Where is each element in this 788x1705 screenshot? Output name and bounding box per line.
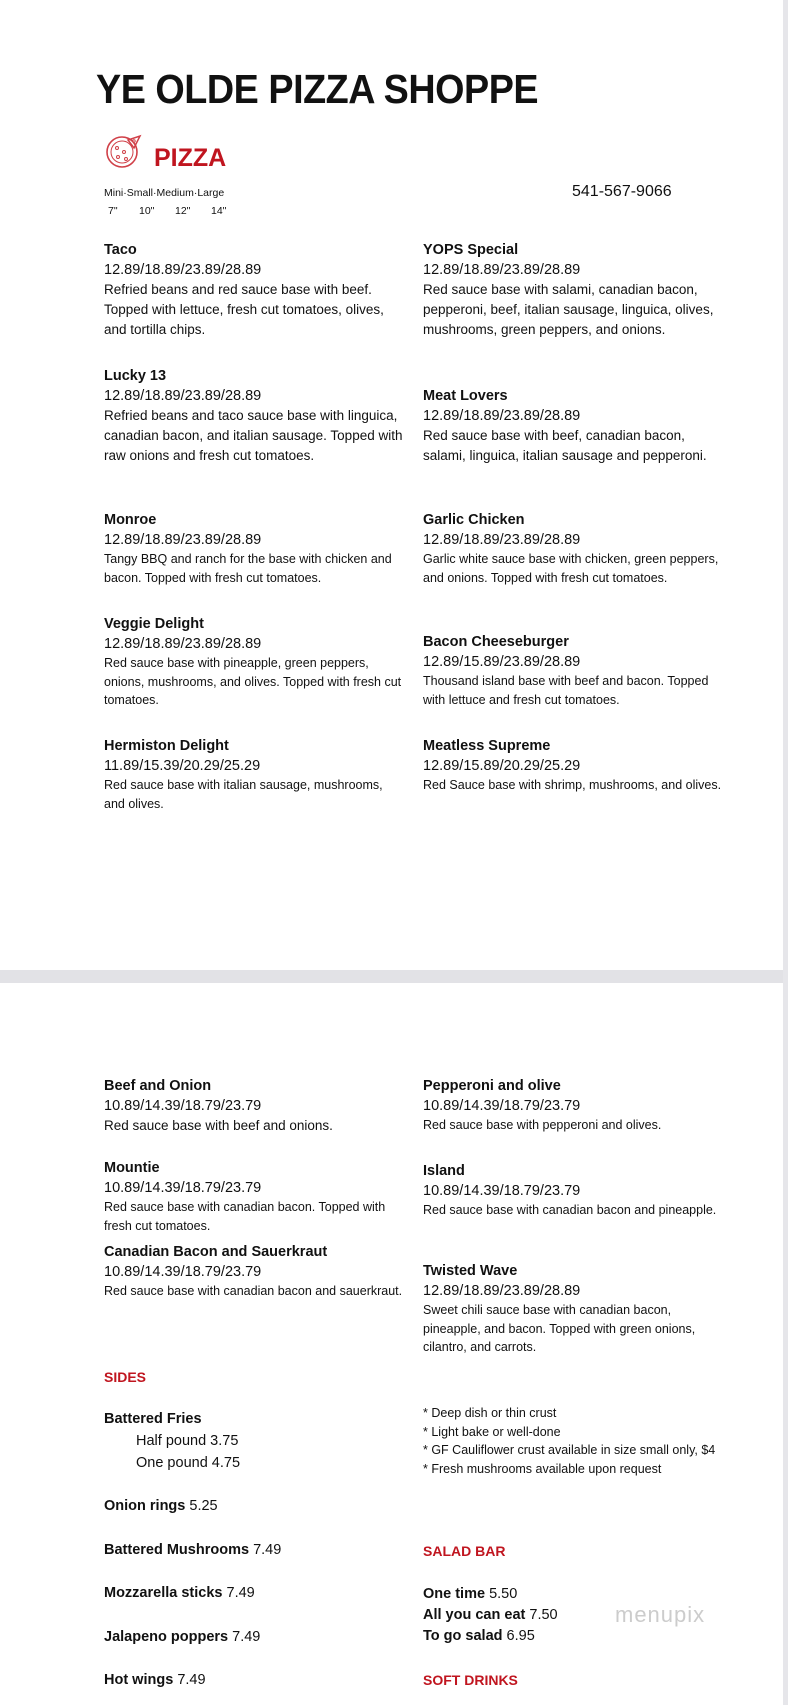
side-item [104,1585,255,1601]
item-name: Beef and Onion [104,1078,212,1094]
item-description: Tangy BBQ and ranch for the base with chicken and bacon. Topped with fresh cut tomatoes. [104,552,392,585]
item-price: 12.89/18.89/23.89/28.89 [104,262,262,278]
menu-item [423,510,723,587]
menu-item [104,736,404,813]
side-name: Hot wings [104,1672,174,1688]
sides-heading: SIDES [104,1369,147,1385]
side-item [104,1629,260,1645]
side-item [104,1498,218,1514]
salad-name: All you can eat [423,1607,526,1623]
salad-price: 6.95 [506,1628,535,1644]
item-description: Red sauce base with pineapple, green peppers, onions, mushrooms, and olives. Topped with fresh cut tomatoes. [104,656,402,707]
item-description: Red sauce base with beef, canadian bacon, salami, linguica, italian sausage and pepperoni. [423,428,707,463]
item-description: Refried beans and red sauce base with beef. Topped with lettuce, fresh cut tomatoes, olives, and tortilla chips. [104,282,384,337]
side-item [104,1672,206,1688]
item-description: Refried beans and taco sauce base with linguica, canadian bacon, and italian sausage. Topped with raw onions and fresh cut tomatoes. [104,408,403,463]
pizza-heading: PIZZA [154,144,227,172]
menu-item [104,366,404,466]
item-description: Red sauce base with italian sausage, mushrooms, and olives. [104,778,383,811]
item-price: 12.89/18.89/23.89/28.89 [423,1283,581,1299]
sizes-label: Mini·Small·Medium·Large [104,187,225,199]
menu-item [423,1076,723,1135]
side-name: Battered Mushrooms [104,1542,250,1558]
pizza-icon [104,130,144,170]
item-price: 10.89/14.39/18.79/23.79 [104,1264,262,1280]
item-name: Lucky 13 [104,368,167,384]
item-price: 12.89/15.89/20.29/25.29 [423,758,581,774]
item-price: 10.89/14.39/18.79/23.79 [104,1098,262,1114]
salad-item [423,1628,535,1644]
item-price: 12.89/18.89/23.89/28.89 [104,388,262,404]
item-price: 12.89/15.89/23.89/28.89 [423,654,581,670]
size-large: 14" [211,205,227,217]
menu-item [104,1158,404,1235]
menu-item [104,1242,404,1301]
item-description: Red sauce base with pepperoni and olives. [423,1118,662,1132]
size-small: 10" [139,205,155,217]
size-medium: 12" [175,205,191,217]
fries-name: Battered Fries [104,1411,202,1427]
size-mini: 7" [108,205,118,217]
side-name: Mozzarella sticks [104,1585,223,1601]
item-name: Mountie [104,1160,160,1176]
menu-item [104,240,404,340]
item-name: Pepperoni and olive [423,1078,561,1094]
watermark: menupix [615,1602,706,1627]
menu-item [423,736,723,795]
restaurant-title: YE OLDE PIZZA SHOPPE [96,66,539,112]
menu-item [104,1076,404,1136]
item-price: 12.89/18.89/23.89/28.89 [423,262,581,278]
item-description: Red sauce base with salami, canadian bacon, pepperoni, beef, italian sausage, linguica, olives, mushrooms, green peppers, and onions. [423,282,714,337]
side-price: 7.49 [226,1585,255,1601]
menu-item [423,386,723,466]
item-price: 12.89/18.89/23.89/28.89 [423,532,581,548]
item-name: Meatless Supreme [423,738,551,754]
scrollbar-track [783,0,788,1705]
pizza-notes [423,1404,723,1478]
side-item [104,1542,281,1558]
item-name: Canadian Bacon and Sauerkraut [104,1244,328,1260]
item-price: 11.89/15.39/20.29/25.29 [104,758,261,774]
salad-item [423,1586,517,1602]
soft-drinks-heading: SOFT DRINKS [423,1672,518,1688]
item-name: Meat Lovers [423,388,508,404]
salad-item [423,1607,558,1623]
item-price: 10.89/14.39/18.79/23.79 [423,1183,581,1199]
item-price: 12.89/18.89/23.89/28.89 [104,636,262,652]
item-description: Garlic white sauce base with chicken, green peppers, and onions. Topped with fresh cut tomatoes. [423,552,719,585]
salad-bar-heading: SALAD BAR [423,1543,506,1559]
menu-item [104,614,404,710]
item-description: Red sauce base with canadian bacon. Topped with fresh cut tomatoes. [104,1200,386,1233]
side-price: 7.49 [177,1672,206,1688]
item-description: Red sauce base with canadian bacon and pineapple. [423,1203,717,1217]
item-name: Taco [104,242,137,258]
item-price: 12.89/18.89/23.89/28.89 [423,408,581,424]
item-description: Thousand island base with beef and bacon. Topped with lettuce and fresh cut tomatoes. [423,674,709,707]
note: * Deep dish or thin crust [423,1406,557,1420]
item-name: Island [423,1163,465,1179]
item-price: 10.89/14.39/18.79/23.79 [423,1098,581,1114]
salad-name: One time [423,1586,486,1602]
salad-price: 5.50 [489,1586,518,1602]
side-price: 5.25 [189,1498,218,1514]
item-name: YOPS Special [423,242,519,258]
side-price: 7.49 [232,1629,261,1645]
item-name: Hermiston Delight [104,738,229,754]
item-name: Veggie Delight [104,616,204,632]
menu-item [423,1161,723,1220]
side-price: 7.49 [253,1542,282,1558]
item-name: Garlic Chicken [423,512,525,528]
item-name: Monroe [104,512,157,528]
salad-name: To go salad [423,1628,503,1644]
phone-number: 541-567-9066 [572,183,672,200]
fries-one: One pound 4.75 [136,1455,241,1471]
item-name: Bacon Cheeseburger [423,634,569,650]
item-description: Red sauce base with canadian bacon and sauerkraut. [104,1284,403,1298]
item-price: 12.89/18.89/23.89/28.89 [104,532,262,548]
menu-item [104,510,404,587]
item-price: 10.89/14.39/18.79/23.79 [104,1180,262,1196]
item-name: Twisted Wave [423,1263,518,1279]
side-name: Jalapeno poppers [104,1629,229,1645]
item-description: Red Sauce base with shrimp, mushrooms, and olives. [423,778,722,792]
menu-item [423,632,723,709]
fries-half: Half pound 3.75 [136,1433,239,1449]
side-name: Onion rings [104,1498,186,1514]
menu-item [423,1261,723,1357]
item-description: Red sauce base with beef and onions. [104,1118,333,1133]
salad-price: 7.50 [529,1607,558,1623]
page-divider [0,970,788,983]
note: * GF Cauliflower crust available in size small only, $4 [423,1443,716,1457]
note: * Light bake or well-done [423,1424,561,1439]
note: * Fresh mushrooms available upon request [423,1461,662,1476]
item-description: Sweet chili sauce base with canadian bacon, pineapple, and bacon. Topped with green onions, cilantro, and carrots. [423,1303,696,1354]
menu-item [423,240,723,340]
